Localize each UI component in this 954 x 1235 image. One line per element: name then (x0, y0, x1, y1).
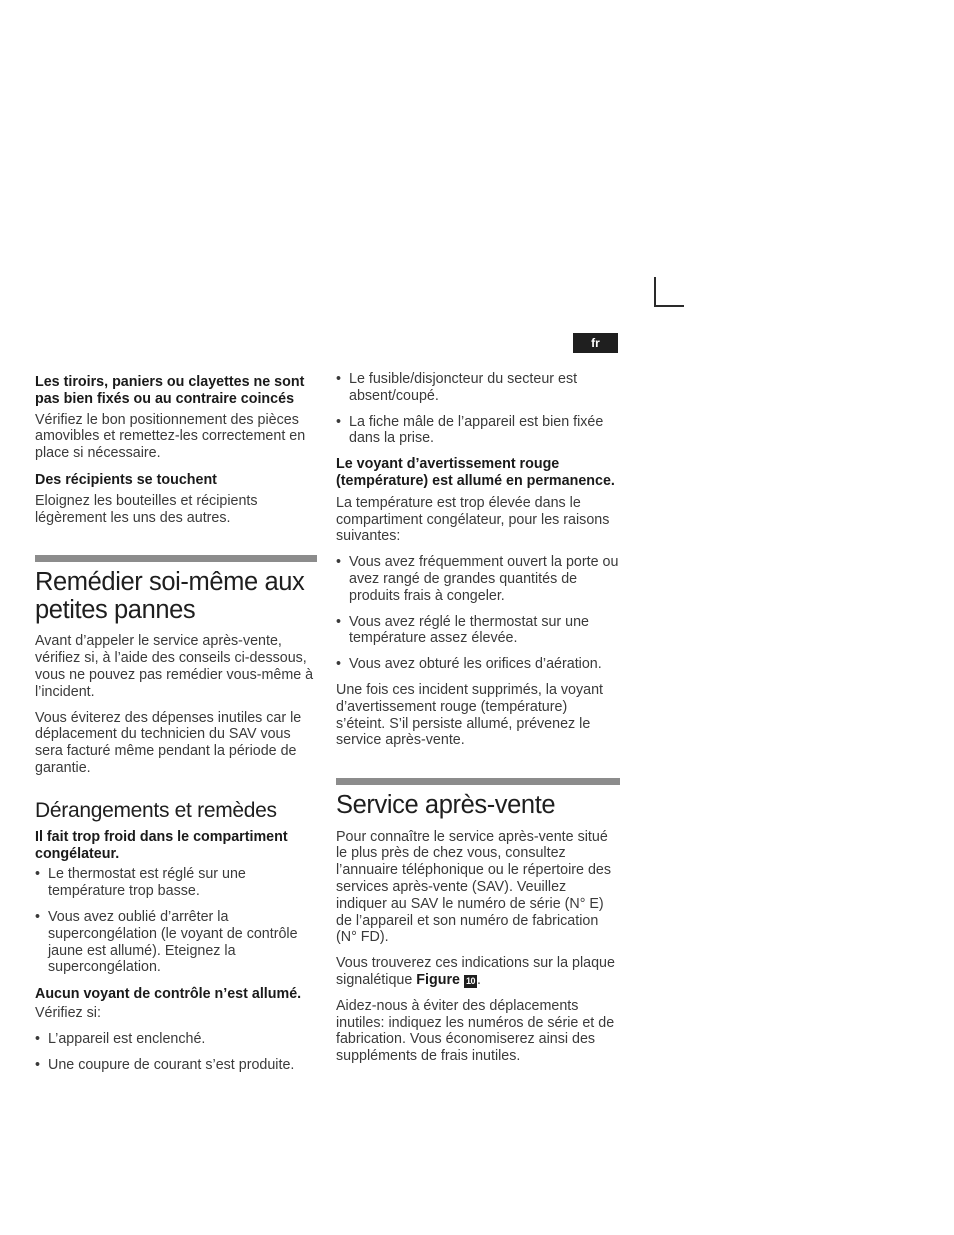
list-item: • L’appareil est enclenché. (35, 1031, 317, 1048)
paragraph-verifiez: Vérifiez si: (35, 1004, 101, 1021)
paragraph-recipients: Eloignez les bouteilles et récipients légèrement les uns des autres. (35, 492, 258, 526)
left-column (35, 371, 317, 1073)
title-remedier: Remédier soi-même aux petites pannes (35, 568, 305, 624)
paragraph-tiroirs: Vérifiez le bon positionnement des pièces amovibles et remettez-les correctement en place si nécessaire. (35, 411, 306, 462)
title-service: Service après-vente (336, 791, 556, 820)
crop-mark-vertical (654, 277, 656, 306)
list-item: • Vous avez oublié d’arrêter la supercongélation (le voyant de contrôle jaune est allumé). Eteignez la supercongélation. (35, 909, 317, 976)
paragraph-temperature: La température est trop élevée dans le compartiment congélateur, pour les raisons suivantes: (336, 494, 610, 545)
text-trouverez: Vous trouverez ces indications sur la plaque signalétique (336, 955, 615, 989)
paragraph-une-fois: Une fois ces incident supprimés, la voyant d’avertissement rouge (température) s’éteint. S’il persiste allumé, prévenez le service après-vente. (336, 681, 604, 749)
crop-mark-horizontal (654, 305, 684, 307)
title-derangements: Dérangements et remèdes (35, 798, 277, 822)
list-item: • Vous avez obturé les orifices d’aération. (336, 656, 620, 673)
paragraph-eviterez: Vous éviterez des dépenses inutiles car le déplacement du technicien du SAV vous sera facturé même pendant la période de garantie. (35, 709, 302, 776)
paragraph-aidez: Aidez-nous à éviter des déplacements inutiles: indiquez les numéros de série et de fabrication. Vous économiserez ainsi des suppléments de frais inutiles. (336, 997, 615, 1065)
paragraph-avant: Avant d’appeler le service après-vente, vérifiez si, à l’aide des conseils ci-dessous, vous ne pouvez pas remédier vous-même à l’incident. (35, 633, 314, 700)
text-period: . (476, 972, 481, 989)
list-item: • Le thermostat est réglé sur une température trop basse. (35, 866, 317, 900)
list-item: • Le fusible/disjoncteur du secteur est absent/coupé. (336, 371, 620, 405)
right-column (336, 371, 620, 1065)
list-raisons (336, 554, 620, 673)
paragraph-trouverez (336, 955, 620, 989)
list-fusible (336, 371, 620, 447)
list-aucun-voyant (35, 1031, 317, 1074)
language-tab: fr (573, 333, 618, 353)
section-rule-remedier (35, 555, 317, 562)
heading-trop-froid: Il fait trop froid dans le compartiment congélateur. (35, 828, 288, 862)
figure-number-badge: 10 (465, 976, 475, 987)
heading-recipients: Des récipients se touchent (35, 471, 217, 488)
list-item: • Vous avez fréquemment ouvert la porte ou avez rangé de grandes quantités de produits frais à congeler. (336, 554, 620, 604)
list-item: • Vous avez réglé le thermostat sur une température assez élevée. (336, 614, 620, 648)
heading-aucun-voyant: Aucun voyant de contrôle n’est allumé. (35, 986, 302, 1003)
list-item: • Une coupure de courant s’est produite. (35, 1057, 317, 1074)
list-trop-froid (35, 866, 317, 976)
paragraph-pour-connaitre: Pour connaître le service après-vente situé le plus près de chez vous, consultez l’annuaire téléphonique ou le répertoire des services après-vente (SAV). Veuillez indiquer au SAV le numéro de série (N° E) de l’appareil et son numéro de fabrication (N° FD). (336, 828, 612, 946)
list-item: • La fiche mâle de l’appareil est bien fixée dans la prise. (336, 414, 620, 448)
heading-voyant-rouge: Le voyant d’avertissement rouge (température) est allumé en permanence. (336, 456, 615, 489)
heading-tiroirs: Les tiroirs, paniers ou clayettes ne sont pas bien fixés ou au contraire coincés (35, 374, 305, 407)
section-rule-service (336, 778, 620, 785)
figure-label: Figure (416, 972, 460, 989)
